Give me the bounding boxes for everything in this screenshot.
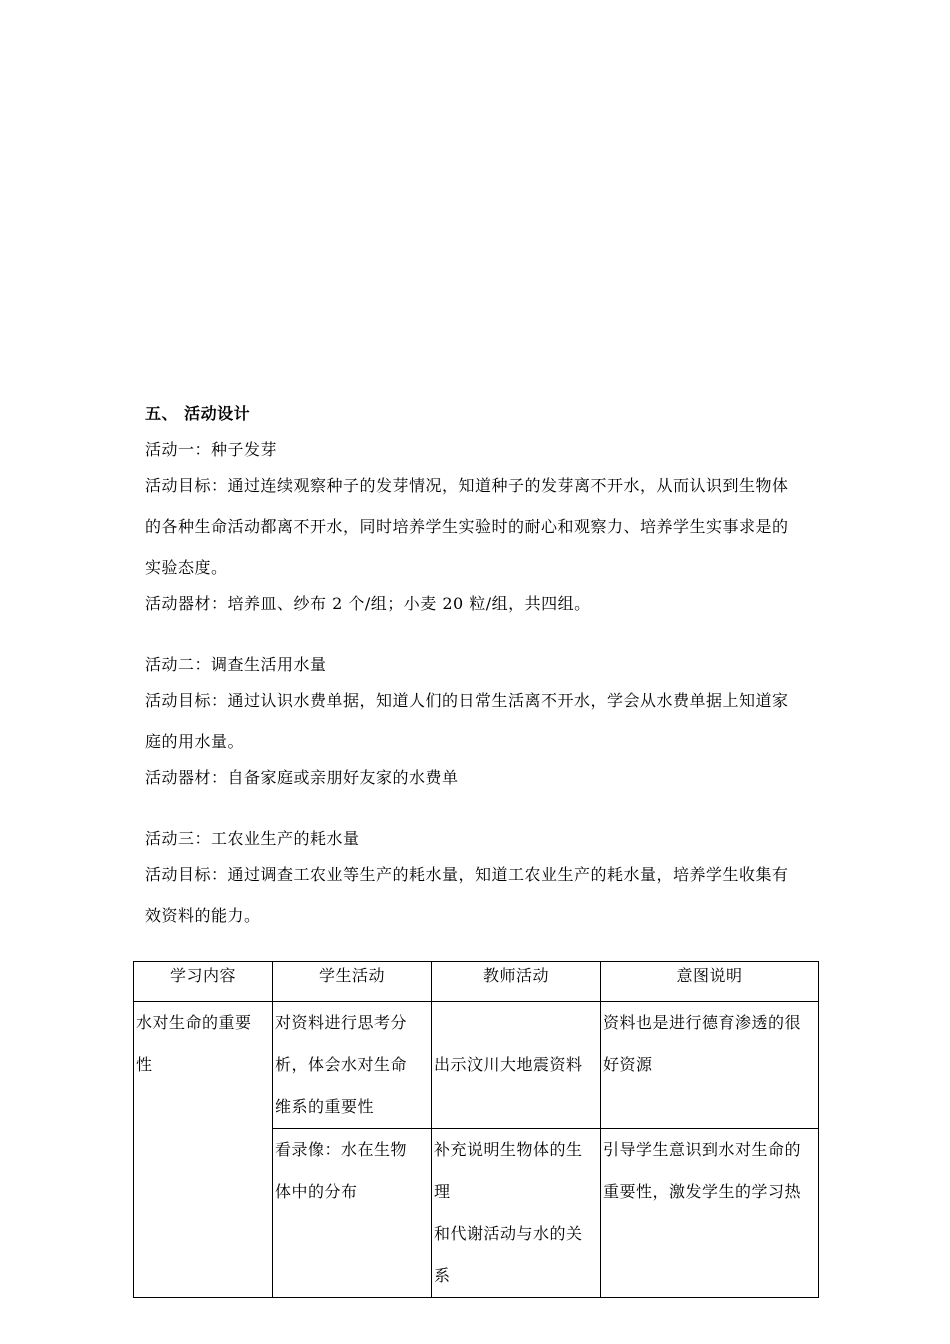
content-line: 性 [136,1055,153,1074]
activity-2-goal-line-2: 庭的用水量。 [145,732,245,751]
teacher-cell [432,1002,601,1129]
table-header-row [134,962,819,1002]
intent-cell [601,1129,819,1298]
teacher-line: 出示汶川大地震资料 [434,1055,583,1074]
section-title: 五、 活动设计 [145,404,251,423]
table-row [134,1002,819,1129]
header-content: 学习内容 [134,962,273,1002]
intent-line: 引导学生意识到水对生命的 [603,1140,802,1159]
intent-line: 好资源 [603,1055,653,1074]
intent-line: 重要性，激发学生的学习热 [603,1182,802,1201]
activity-1-goal-line-1: 活动目标：通过连续观察种子的发芽情况，知道种子的发芽离不开水，从而认识到生物体 [145,476,789,495]
teacher-line: 补充说明生物体的生理 [434,1140,583,1201]
activity-1-name: 活动一：种子发芽 [145,440,278,459]
activity-1-materials: 活动器材：培养皿、纱布 2 个/组；小麦 20 粒/组，共四组。 [145,594,591,613]
activity-3-name: 活动三：工农业生产的耗水量 [145,829,360,848]
activity-3-goal-line-1: 活动目标：通过调查工农业等生产的耗水量，知道工农业生产的耗水量，培养学生收集有 [145,865,789,884]
student-cell [273,1002,432,1129]
activity-2-goal-line-1: 活动目标：通过认识水费单据，知道人们的日常生活离不开水，学会从水费单据上知道家 [145,691,789,710]
activity-1-goal-line-3: 实验态度。 [145,558,228,577]
teacher-cell [432,1129,601,1298]
content-line: 水对生命的重要 [136,1013,252,1032]
student-line: 对资料进行思考分 [275,1013,408,1032]
student-line: 析，体会水对生命 [275,1055,408,1074]
activity-2-name: 活动二：调查生活用水量 [145,655,327,674]
activity-3-goal-line-2: 效资料的能力。 [145,906,261,925]
activity-2-materials: 活动器材：自备家庭或亲朋好友家的水费单 [145,768,459,787]
content-cell [134,1002,273,1298]
header-teacher: 教师活动 [432,962,601,1002]
activity-1-goal-line-2: 的各种生命活动都离不开水，同时培养学生实验时的耐心和观察力、培养学生实事求是的 [145,517,789,536]
student-line: 维系的重要性 [275,1097,375,1116]
teacher-line: 和代谢活动与水的关系 [434,1224,583,1285]
header-intent: 意图说明 [601,962,819,1002]
lesson-plan-table [133,961,819,1298]
student-cell [273,1129,432,1298]
student-line: 看录像：水在生物 [275,1140,408,1159]
header-student: 学生活动 [273,962,432,1002]
teacher-line [434,1002,598,1044]
intent-cell [601,1002,819,1129]
student-line: 体中的分布 [275,1182,358,1201]
intent-line: 资料也是进行德育渗透的很 [603,1013,802,1032]
